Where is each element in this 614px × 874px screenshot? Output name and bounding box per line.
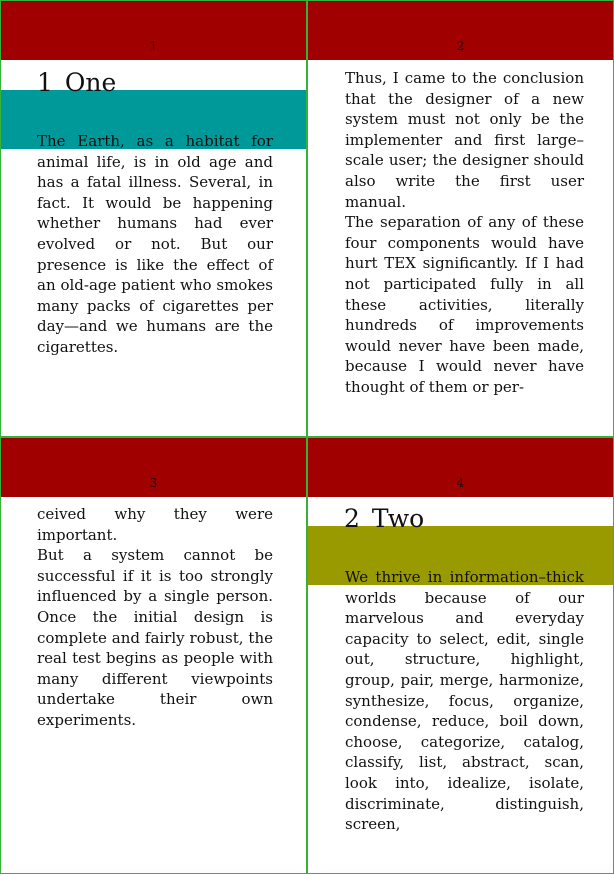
paragraph: We thrive in information–thick worlds because of our marvelous and everyday capacity to select, edit, single out, structure, highlight, group, pair, merge, harmonize, synthesize, focus, organize, condense, reduce, boil down, choose, categorize, catalog, classify, list, abstract, scan, look into, idealize, isolate, discriminate, distinguish, screen,	[345, 568, 584, 834]
page-number: 1	[149, 39, 158, 53]
paragraph: Thus, I came to the conclusion that the designer of a new system must not only be the implementer and first large–scale user; the designer should also write the first user manual.	[345, 69, 584, 211]
section-title: One	[64, 68, 117, 97]
page-1	[0, 0, 307, 437]
page-4	[307, 437, 614, 874]
page-body	[345, 68, 584, 398]
section-number: 2	[344, 504, 360, 533]
page-2	[307, 0, 614, 437]
section-title: Two	[371, 504, 425, 533]
page-body	[345, 567, 584, 835]
paragraph: But a system cannot be successful if it is too strongly influenced by a single person. Once the initial design is complete and fairly robust, the real test begins as people with many different viewpoints undertake their own experiments.	[37, 546, 273, 729]
section-heading	[37, 68, 116, 98]
page-3	[0, 437, 307, 874]
paragraph: ceived why they were important.	[37, 505, 273, 544]
paragraph: The Earth, as a habitat for animal life, is in old age and has a fatal illness. Several, in fact. It would be happening whether humans had ever evolved or not. But our presence is like the effect of an old-age patient who smokes many packs of cigarettes per day—and we humans are the cigarettes.	[37, 132, 273, 356]
section-number: 1	[37, 68, 53, 97]
page-number: 3	[149, 476, 158, 490]
paragraph: The separation of any of these four components would have hurt TEX significantly. If I had not participated fully in all these activities, literally hundreds of improvements would never have been made, because I would never have thought of them or per-	[345, 213, 584, 396]
page-number: 2	[456, 39, 465, 53]
section-heading	[344, 504, 424, 534]
page-body	[37, 131, 273, 358]
page-number: 4	[456, 476, 465, 490]
page-body	[37, 504, 273, 731]
